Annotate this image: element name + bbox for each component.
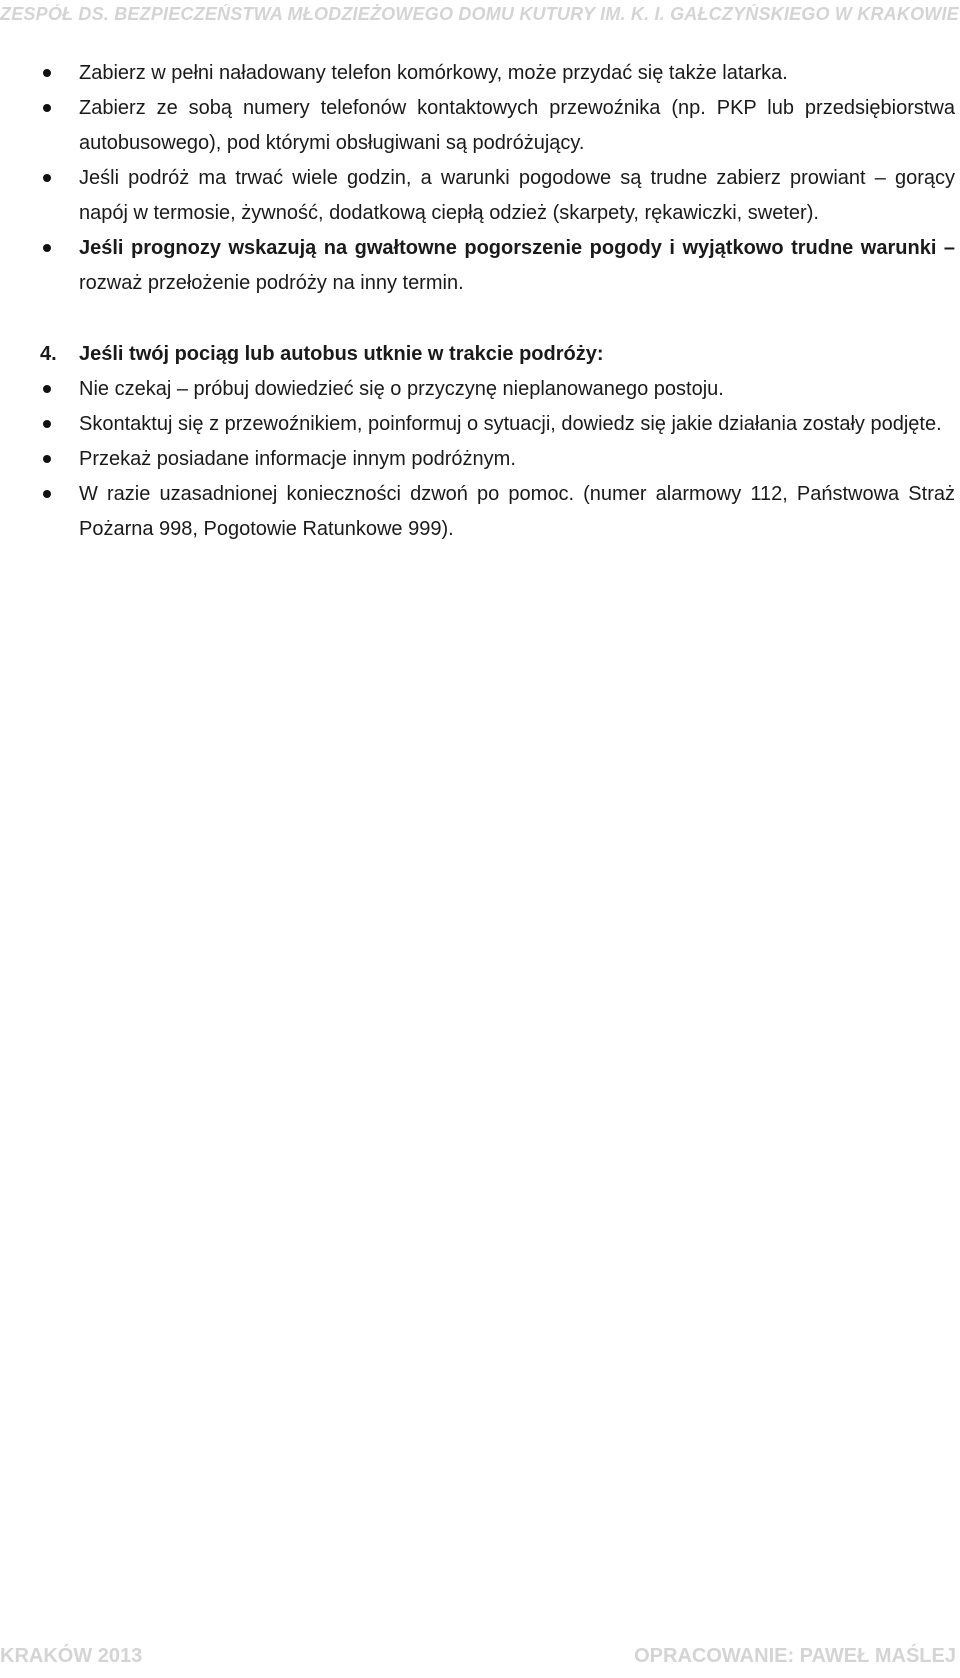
list-item [40,477,955,547]
footer-place-date: KRAKÓW 2013 [0,1645,143,1667]
preparation-list [40,56,955,301]
footer-author: OPRACOWANIE: PAWEŁ MAŚLEJ [634,1645,956,1667]
list-item-text: Zabierz w pełni naładowany telefon komórkowy, może przydać się także latarka. [79,62,788,84]
document-body [40,56,955,547]
list-item-text: Przekaż posiadane informacje innym podróżnym. [79,448,516,470]
page-header: ZESPÓŁ DS. BEZPIECZEŃSTWA MŁODZIEŻOWEGO DOMU KUTURY IM. K. I. GAŁCZYŃSKIEGO W KRAKOWIE [0,4,959,24]
list-item [40,91,955,161]
page-footer [0,1645,960,1675]
section-title: Jeśli twój pociąg lub autobus utknie w trakcie podróży: [79,343,604,365]
list-item-bold-text: Jeśli prognozy wskazują na gwałtowne pogorszenie pogody i wyjątkowo trudne warunki – [79,237,955,259]
list-item [40,161,955,231]
section-number: 4. [40,343,57,365]
list-item-text: rozważ przełożenie podróży na inny termin. [79,272,464,294]
list-item-text: Nie czekaj – próbuj dowiedzieć się o przyczynę nieplanowanego postoju. [79,378,724,400]
stranded-list [40,372,955,547]
list-item [40,442,955,477]
list-item [40,56,955,91]
list-item-text: Skontaktuj się z przewoźnikiem, poinformuj o sytuacji, dowiedz się jakie działania zostały podjęte. [79,413,942,435]
list-item-text: W razie uzasadnionej konieczności dzwoń po pomoc. (numer alarmowy 112, Państwowa Straż Pożarna 998, Pogotowie Ratunkowe 999). [79,483,955,540]
list-item-text: Zabierz ze sobą numery telefonów kontaktowych przewoźnika (np. PKP lub przedsiębiorstwa autobusowego), pod którymi obsługiwani są podróżujący. [79,97,955,154]
list-item-text: Jeśli podróż ma trwać wiele godzin, a warunki pogodowe są trudne zabierz prowiant – gorący napój w termosie, żywność, dodatkową ciepłą odzież (skarpety, rękawiczki, sweter). [79,167,955,224]
list-item [40,231,955,301]
section-heading [40,337,955,372]
list-item [40,407,955,442]
list-item [40,372,955,407]
